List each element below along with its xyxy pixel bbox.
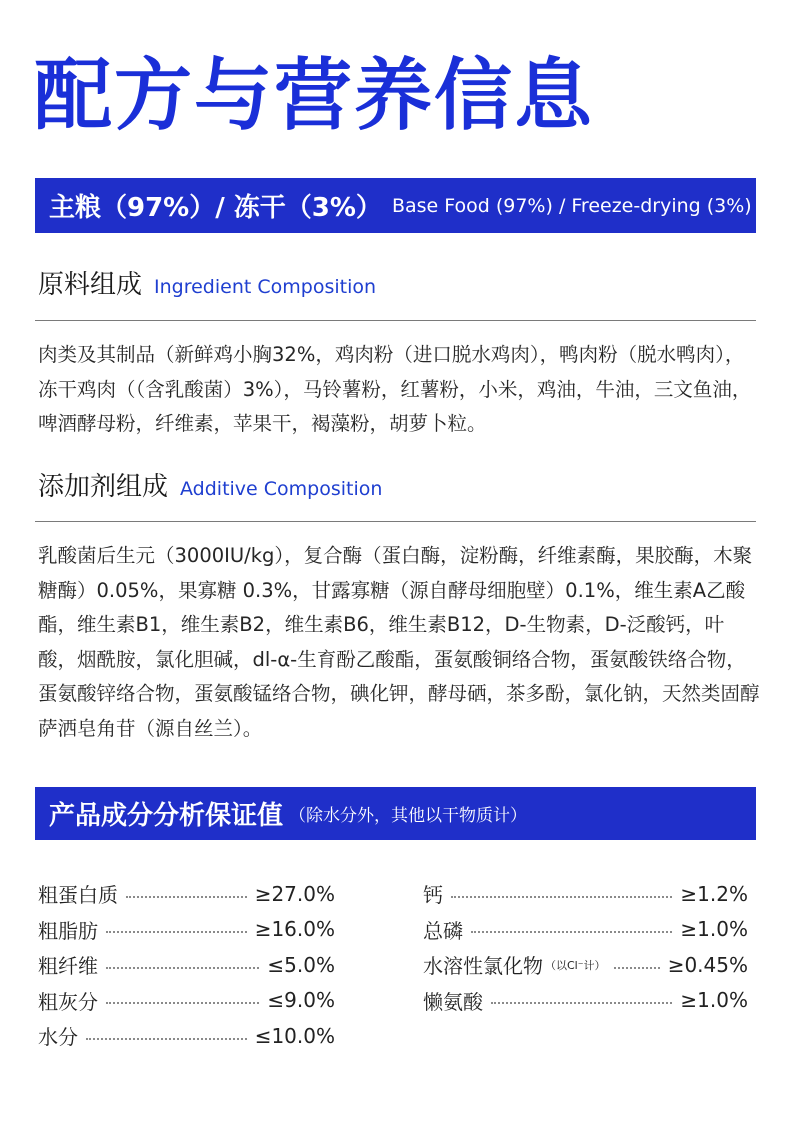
- nutrient-name: 粗灰分: [38, 989, 98, 1014]
- additive-heading-en: Additive Composition: [180, 478, 383, 500]
- nutrient-value: ≥1.0%: [680, 988, 748, 1013]
- ingredient-heading-en: Ingredient Composition: [154, 276, 377, 298]
- nutrient-value: ≤9.0%: [267, 988, 335, 1013]
- nutrient-row: [38, 947, 335, 983]
- leader-dots: [614, 967, 660, 969]
- leader-dots: [451, 896, 672, 898]
- nutrient-row: [38, 1018, 335, 1054]
- nutrient-value: ≥16.0%: [254, 917, 335, 942]
- leader-dots: [106, 931, 247, 933]
- nutrient-name: 水分: [38, 1025, 78, 1050]
- nutrient-list-left: [38, 876, 335, 1054]
- nutrient-value: ≥27.0%: [254, 881, 335, 906]
- ingredient-text: 肉类及其制品（新鲜鸡小胸32%，鸡肉粉（进口脱水鸡肉），鸭肉粉（脱水鸭肉），冻干鸡肉（（含乳酸菌）3%），马铃薯粉，红薯粉，小米，鸡油，牛油，三文鱼油，啤酒酵母粉，纤维素，苹果干，褐藻粉，胡萝卜粒。: [38, 343, 752, 435]
- nutrient-name: 水溶性氯化物: [423, 954, 543, 979]
- leader-dots: [106, 967, 259, 969]
- nutrient-row: [423, 947, 748, 983]
- nutrient-value: ≥1.2%: [680, 881, 748, 906]
- leader-dots: [86, 1038, 247, 1040]
- nutrient-list-right: [423, 876, 748, 1018]
- analysis-banner-title: 产品成分分析保证值: [49, 801, 284, 831]
- analysis-banner: [35, 787, 756, 840]
- nutrient-row: [423, 876, 748, 912]
- additive-divider: [35, 521, 756, 522]
- leader-dots: [126, 896, 247, 898]
- formula-banner-subtitle: Base Food (97%) / Freeze-drying (3%): [391, 194, 752, 217]
- nutrient-name: 粗脂肪: [38, 918, 98, 943]
- nutrient-row: [38, 912, 335, 948]
- formula-banner-title: 主粮（97%）/ 冻干（3%）: [49, 193, 382, 223]
- nutrient-name: 懒氨酸: [423, 989, 483, 1014]
- ingredient-divider: [35, 320, 756, 321]
- leader-dots: [471, 931, 672, 933]
- nutrient-value: ≥1.0%: [680, 917, 748, 942]
- additive-heading-zh: 添加剂组成: [38, 472, 169, 502]
- ingredient-heading-zh: 原料组成: [38, 270, 143, 300]
- ingredient-section-heading: [38, 264, 376, 301]
- nutrient-name: 粗纤维: [38, 954, 98, 979]
- nutrient-note: （以Cl⁻计）: [545, 958, 606, 972]
- page-title: 配方与营养信息: [34, 51, 595, 141]
- leader-dots: [106, 1002, 259, 1004]
- nutrient-row: [38, 983, 335, 1019]
- leader-dots: [491, 1002, 672, 1004]
- nutrient-name: 粗蛋白质: [38, 883, 118, 908]
- analysis-banner-subtitle: （除水分外，其他以干物质计）: [289, 806, 528, 826]
- nutrient-row: [423, 983, 748, 1019]
- nutrient-value: ≤5.0%: [267, 952, 335, 977]
- nutrient-row: [423, 912, 748, 948]
- nutrient-value: ≤10.0%: [254, 1023, 335, 1048]
- nutrient-value: ≥0.45%: [667, 952, 748, 977]
- nutrient-name: 钙: [423, 883, 443, 908]
- formula-banner: [35, 178, 756, 233]
- additive-text: 乳酸菌后生元（3000IU/kg），复合酶（蛋白酶，淀粉酶，纤维素酶，果胶酶，木聚糖酶）0.05%，果寡糖 0.3%，甘露寡糖（源自酵母细胞壁）0.1%，维生素A乙酸酯，维生素B1，维生素B2，维生素B6，维生素B12，D-生物素，D-泛酸钙，叶酸，烟酰胺，氯化胆碱，dl-α-生育酚乙酸酯，蛋氨酸铜络合物，蛋氨酸铁络合物，蛋氨酸锌络合物，蛋氨酸锰络合物，碘化钾，酵母硒，茶多酚，氯化钠，天然类固醇萨洒皂角苷（源自丝兰）。: [38, 544, 760, 740]
- additive-section-heading: [38, 466, 382, 503]
- nutrient-name: 总磷: [423, 918, 463, 943]
- nutrient-row: [38, 876, 335, 912]
